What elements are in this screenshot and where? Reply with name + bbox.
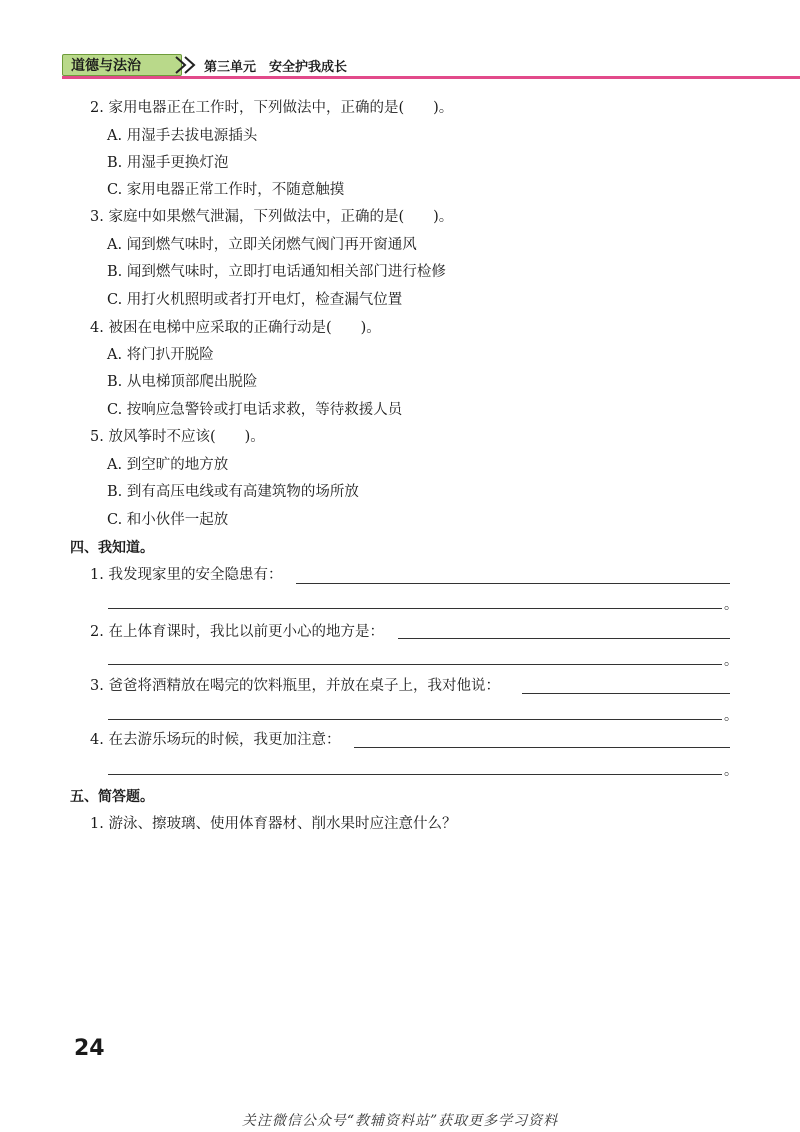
double-chevron-icon bbox=[172, 54, 202, 76]
end-mark: 。 bbox=[724, 653, 738, 669]
unit-title: 第三单元 安全护我成长 bbox=[204, 60, 348, 75]
option: A. 到空旷的地方放 bbox=[107, 457, 229, 473]
subject-badge: 道德与法治 bbox=[62, 54, 182, 76]
section-title: 五、简答题。 bbox=[70, 789, 154, 805]
answer-blank[interactable] bbox=[108, 719, 722, 720]
option: B. 从电梯顶部爬出脱险 bbox=[107, 374, 258, 390]
fill-prompt: 3. 爸爸将酒精放在喝完的饮料瓶里，并放在桌子上，我对他说： bbox=[90, 678, 500, 694]
answer-blank[interactable] bbox=[354, 747, 730, 748]
option: B. 用湿手更换灯泡 bbox=[107, 155, 229, 171]
option: C. 按响应急警铃或打电话求救，等待救援人员 bbox=[107, 402, 403, 418]
footer-note: 关注微信公众号“教辅资料站”获取更多学习资料 bbox=[241, 1113, 559, 1129]
answer-blank[interactable] bbox=[108, 664, 722, 665]
answer-blank[interactable] bbox=[108, 608, 722, 609]
option: C. 和小伙伴一起放 bbox=[107, 512, 229, 528]
question-stem: 5. 放风筝时不应该( )。 bbox=[90, 429, 265, 445]
option: A. 将门扒开脱险 bbox=[107, 347, 214, 363]
fill-prompt: 4. 在去游乐场玩的时候，我更加注意： bbox=[90, 732, 341, 748]
option: B. 到有高压电线或有高建筑物的场所放 bbox=[107, 484, 359, 500]
end-mark: 。 bbox=[724, 763, 738, 779]
answer-blank[interactable] bbox=[108, 774, 722, 775]
question-stem: 2. 家用电器正在工作时，下列做法中，正确的是( )。 bbox=[90, 100, 454, 116]
option: A. 用湿手去拔电源插头 bbox=[107, 128, 258, 144]
page-number: 24 bbox=[74, 1036, 105, 1061]
page-header bbox=[62, 52, 800, 78]
short-answer-question: 1. 游泳、擦玻璃、使用体育器材、削水果时应注意什么？ bbox=[90, 816, 457, 832]
fill-prompt: 1. 我发现家里的安全隐患有： bbox=[90, 567, 283, 583]
fill-prompt: 2. 在上体育课时，我比以前更小心的地方是： bbox=[90, 624, 384, 640]
end-mark: 。 bbox=[724, 597, 738, 613]
header-rule bbox=[62, 76, 800, 79]
option: A. 闻到燃气味时，立即关闭燃气阀门再开窗通风 bbox=[107, 237, 417, 253]
question-stem: 3. 家庭中如果燃气泄漏，下列做法中，正确的是( )。 bbox=[90, 209, 454, 225]
question-stem: 4. 被困在电梯中应采取的正确行动是( )。 bbox=[90, 320, 381, 336]
option: C. 用打火机照明或者打开电灯，检查漏气位置 bbox=[107, 292, 403, 308]
section-title: 四、我知道。 bbox=[70, 540, 154, 556]
end-mark: 。 bbox=[724, 708, 738, 724]
option: B. 闻到燃气味时，立即打电话通知相关部门进行检修 bbox=[107, 264, 446, 280]
answer-blank[interactable] bbox=[398, 638, 730, 639]
answer-blank[interactable] bbox=[296, 583, 730, 584]
option: C. 家用电器正常工作时，不随意触摸 bbox=[107, 182, 345, 198]
answer-blank[interactable] bbox=[522, 693, 730, 694]
